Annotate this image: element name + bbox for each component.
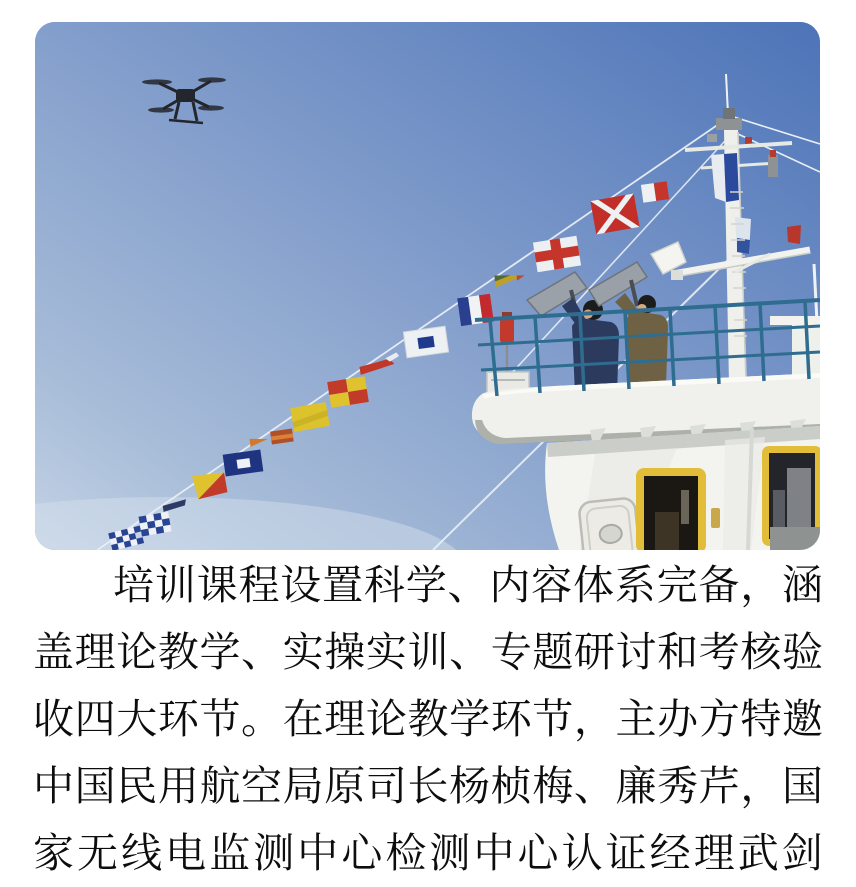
jacket-left: [572, 319, 619, 394]
mast-flag-blue-white: [711, 153, 739, 202]
paragraph-line: 收 四 大 环 节 。 在 理 论 教 学 环 节 ， 主 办 方 特 邀: [33, 696, 823, 742]
rigging-red-flag: [787, 225, 801, 244]
door-handle: [711, 508, 720, 528]
bridge-window: [762, 446, 820, 550]
window-sill-equipment: [770, 527, 820, 550]
open-door-panel: [578, 497, 641, 550]
paragraph-line: 盖 理 论 教 学 、 实 操 实 训 、 专 题 研 讨 和 考 核 验: [33, 629, 823, 675]
flag-white-blue-s: [403, 326, 448, 358]
paragraph-line: 培 训 课 程 设 置 科 学 、 内 容 体 系 完 备 ， 涵: [113, 562, 823, 608]
mast-flag-small: [735, 217, 751, 254]
nav-light-stack: [768, 155, 778, 177]
jacket-right: [627, 312, 668, 386]
article-body: [33, 552, 823, 887]
paragraph-line: 中 国 民 用 航 空 局 原 司 长 杨 桢 梅 、 廉 秀 芹 ， 国: [33, 763, 823, 809]
article-photo[interactable]: [35, 22, 820, 550]
flag-white-red-h: [641, 181, 669, 202]
paragraph-line: 家 无 线 电 监 测 中 心 检 测 中 心 认 证 经 理 武 剑: [33, 830, 823, 876]
